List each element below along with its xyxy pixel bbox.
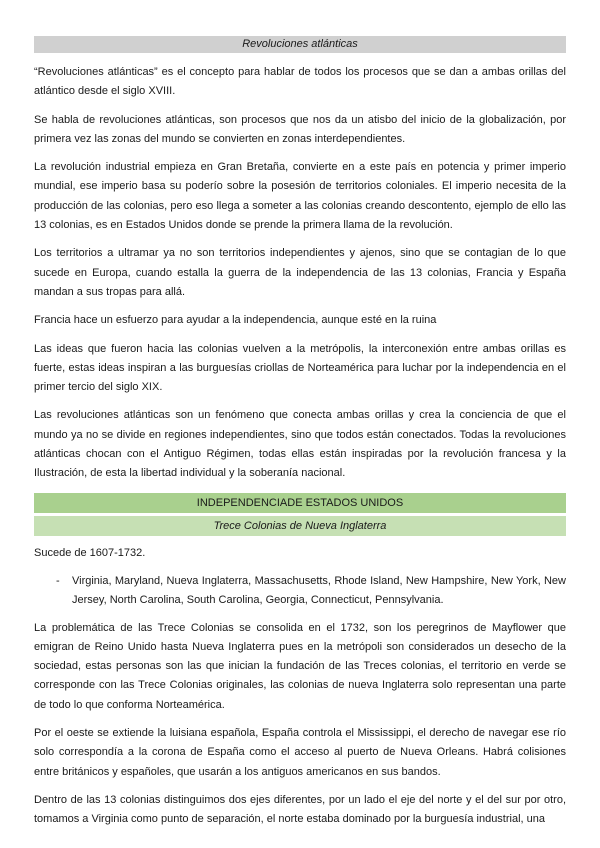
paragraph: Los territorios a ultramar ya no son territorios independientes y ajenos, sino que se contagian de lo que sucede en Europa, cuando estalla la guerra de la independencia de las 13 colonias, Francia y España mandan a sus tropas para allá. (34, 247, 566, 298)
paragraph: Se habla de revoluciones atlánticas, son procesos que nos da un atisbo del inicio de la globalización, por primera vez las zonas del mundo se convierten en zonas interdependientes. (34, 113, 566, 145)
paragraph: La revolución industrial empieza en Gran Bretaña, convierte en a este país en potencia y primer imperio mundial, ese imperio basa su poderío sobre la posesión de territorios coloniales. El imperio necesita de la producción de las colonias, pero eso llega a someter a las colonias creando descontento, ejemplo de ello las 13 colonias, es en Estados Unidos donde se prende la primera llama de la revolución. (34, 161, 566, 232)
paragraph: La problemática de las Trece Colonias se consolida en el 1732, son los peregrinos de Mayflower que emigran de Reino Unido hasta Nueva Inglaterra pues en la metrópoli son considerados un desecho de la sociedad, estas personas son las que inician la fundación de las Treces colonias, el territorio en verde se corresponde con las Trece Colonias originales, las colonias de nueva Inglaterra solo representan una parte de todo lo que conforma Norteamérica. (34, 621, 566, 711)
section-heading: INDEPENDENCIADE ESTADOS UNIDOS (34, 493, 566, 513)
paragraph: Dentro de las 13 colonias distinguimos dos ejes diferentes, por un lado el eje del norte y el del sur por otro, tomamos a Virginia como punto de separación, el norte estaba dominado por la burguesía industrial, una (34, 793, 566, 826)
paragraph: Francia hace un esfuerzo para ayudar a la independencia, aunque esté en la ruina (34, 314, 437, 327)
paragraph: Por el oeste se extiende la luisiana española, España controla el Mississippi, el derecho de navegar ese río solo correspondía a la corona de España como el acceso al puerto de Nueva Orleans. Habrá colisiones entre británicos y españoles, que usarán a los antiguos americanos en sus bandos. (34, 727, 566, 778)
paragraph: “Revoluciones atlánticas” es el concepto para hablar de todos los procesos que se dan a ambas orillas del atlántico desde el siglo XVIII. (34, 66, 566, 98)
list-item: - Virginia, Maryland, Nueva Inglaterra, Massachusetts, Rhode Island, New Hampshire, New York, New Jersey, North Carolina, South Carolina, Georgia, Connecticut, Pennsylvania. (72, 572, 566, 611)
paragraph: Las revoluciones atlánticas son un fenómeno que conecta ambas orillas y crea la conciencia de que el mundo ya no se divide en regiones independientes, sino que todos están conectados. Todas la revoluciones atlánticas chocan con el Antiguo Régimen, todas ellas están inspiradas por la revolución francesa y la Ilustración, de esta la libertad individual y la soberanía nacional. (34, 409, 566, 480)
section-subheading: Trece Colonias de Nueva Inglaterra (34, 516, 566, 536)
section-title: Revoluciones atlánticas (34, 36, 566, 53)
colonies-list (34, 572, 566, 611)
intro-line: Sucede de 1607-1732. (34, 546, 146, 559)
paragraph: Las ideas que fueron hacia las colonias vuelven a la metrópolis, la interconexión entre ambas orillas es fuerte, estas ideas inspiran a las burguesías criollas de Norteamérica para luchar por la independencia en el primer tercio del siglo XIX. (34, 342, 566, 394)
